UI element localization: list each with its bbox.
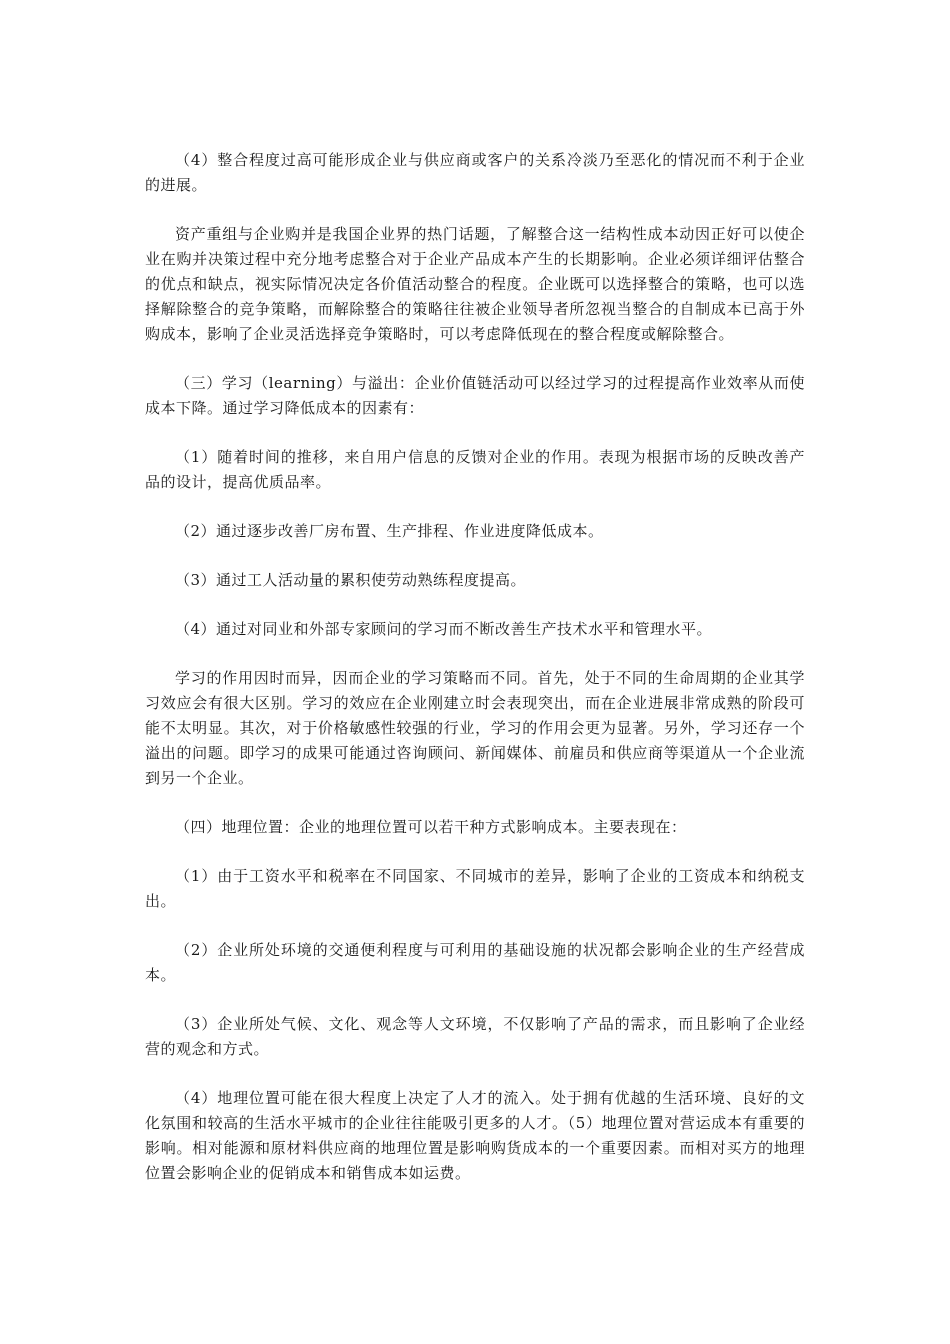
paragraph-learning-item-3: （3）通过工人活动量的累积使劳动熟练程度提高。 <box>175 571 527 589</box>
paragraph-learning-item-1: （1）随着时间的推移，来自用户信息的反馈对企业的作用。表现为根据市场的反映改善产品的设计，提高优质品率。 <box>145 448 805 491</box>
paragraph-learning-strategy: 学习的作用因时而异，因而企业的学习策略而不同。首先，处于不同的生命周期的企业其学习效应会有很大区别。学习的效应在企业刚建立时会表现突出，而在企业进展非常成熟的阶段可能不太明显。其次，对于价格敏感性较强的行业，学习的作用会更为显著。另外，学习还存一个溢出的问题。即学习的成果可能通过咨询顾问、新闻媒体、前雇员和供应商等渠道从一个企业流到另一个企业。 <box>145 669 805 787</box>
paragraph-learning-item-4: （4）通过对同业和外部专家顾问的学习而不断改善生产技术水平和管理水平。 <box>175 620 713 638</box>
paragraph-location-item-3: （3）企业所处气候、文化、观念等人文环境，不仅影响了产品的需求，而且影响了企业经营的观念和方式。 <box>145 1015 805 1058</box>
paragraph-learning-item-2: （2）通过逐步改善厂房布置、生产排程、作业进度降低成本。 <box>175 522 604 540</box>
paragraph-location-item-2: （2）企业所处环境的交通便利程度与可利用的基础设施的状况都会影响企业的生产经营成本。 <box>145 941 805 984</box>
paragraph-integration-risk: （4）整合程度过高可能形成企业与供应商或客户的关系冷淡乃至恶化的情况而不利于企业的进展。 <box>145 151 805 194</box>
paragraph-learning-heading: （三）学习（learning）与溢出：企业价值链活动可以经过学习的过程提高作业效率从而使成本下降。通过学习降低成本的因素有： <box>145 374 805 417</box>
paragraph-location-item-4-5: （4）地理位置可能在很大程度上决定了人才的流入。处于拥有优越的生活环境、良好的文化氛围和较高的生活水平城市的企业往往能吸引更多的人才。（5）地理位置对营运成本有重要的影响。相对能源和原材料供应商的地理位置是影响购货成本的一个重要因素。而相对买方的地理位置会影响企业的促销成本和销售成本如运费。 <box>145 1089 805 1182</box>
paragraph-location-heading: （四）地理位置：企业的地理位置可以若干种方式影响成本。主要表现在： <box>175 818 687 836</box>
document-body <box>145 148 805 1210</box>
paragraph-asset-restructuring: 资产重组与企业购并是我国企业界的热门话题，了解整合这一结构性成本动因正好可以使企业在购并决策过程中充分地考虑整合对于企业产品成本产生的长期影响。企业必须详细评估整合的优点和缺点，视实际情况决定各价值活动整合的程度。企业既可以选择整合的策略，也可以选择解除整合的竞争策略，而解除整合的策略往往被企业领导者所忽视当整合的自制成本已高于外购成本，影响了企业灵活选择竞争策略时，可以考虑降低现在的整合程度或解除整合。 <box>145 225 805 343</box>
paragraph-location-item-1: （1）由于工资水平和税率在不同国家、不同城市的差异，影响了企业的工资成本和纳税支出。 <box>145 867 805 910</box>
